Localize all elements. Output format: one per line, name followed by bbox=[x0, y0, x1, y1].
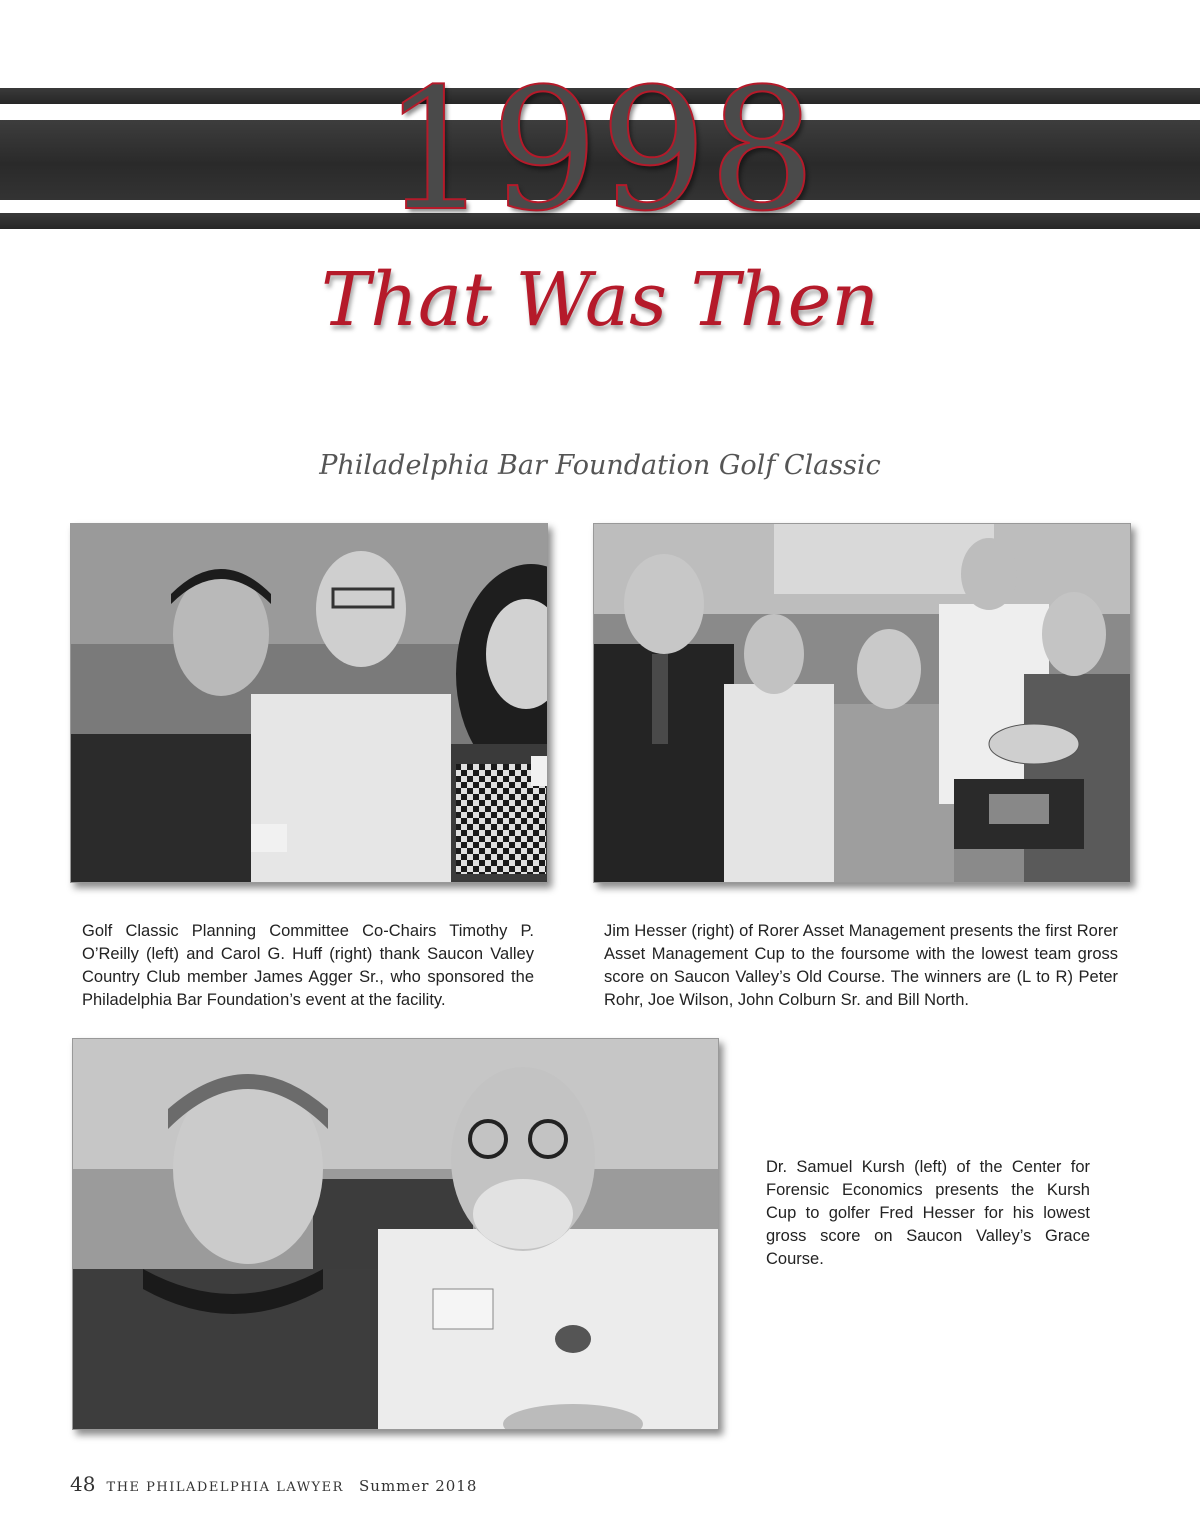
photo-kursh-cup bbox=[72, 1038, 719, 1430]
caption-kursh-cup: Dr. Samuel Kursh (left) of the Center for Forensic Economics presents the Kursh Cup to golfer Fred Hesser for his lowest gross score on Saucon Valley’s Grace Course. bbox=[766, 1158, 1090, 1268]
page-footer bbox=[70, 1472, 477, 1502]
year-heading: 1998 bbox=[382, 52, 818, 248]
photo-co-chairs bbox=[70, 523, 548, 883]
page-number: 48 bbox=[70, 1472, 96, 1496]
caption-co-chairs: Golf Classic Planning Committee Co-Chairs Timothy P. O’Reilly (left) and Carol G. Huff (right) thank Saucon Valley Country Club member James Agger Sr., who sponsored the Philadelphia Bar Foundation’s event at the facility. bbox=[82, 922, 534, 1009]
section-title: That Was Then bbox=[320, 257, 880, 343]
caption-rorer-cup: Jim Hesser (right) of Rorer Asset Management presents the first Rorer Asset Management Cup to the foursome with the lowest team gross score on Saucon Valley’s Old Course. The winners are (L to R) Peter Rohr, Joe Wilson, John Colburn Sr. and Bill North. bbox=[604, 922, 1118, 1009]
photo-rorer-cup bbox=[593, 523, 1131, 883]
issue-date: Summer 2018 bbox=[359, 1477, 478, 1495]
article-subtitle: Philadelphia Bar Foundation Golf Classic bbox=[319, 450, 881, 481]
magazine-name: THE PHILADELPHIA LAWYER bbox=[106, 1480, 344, 1495]
